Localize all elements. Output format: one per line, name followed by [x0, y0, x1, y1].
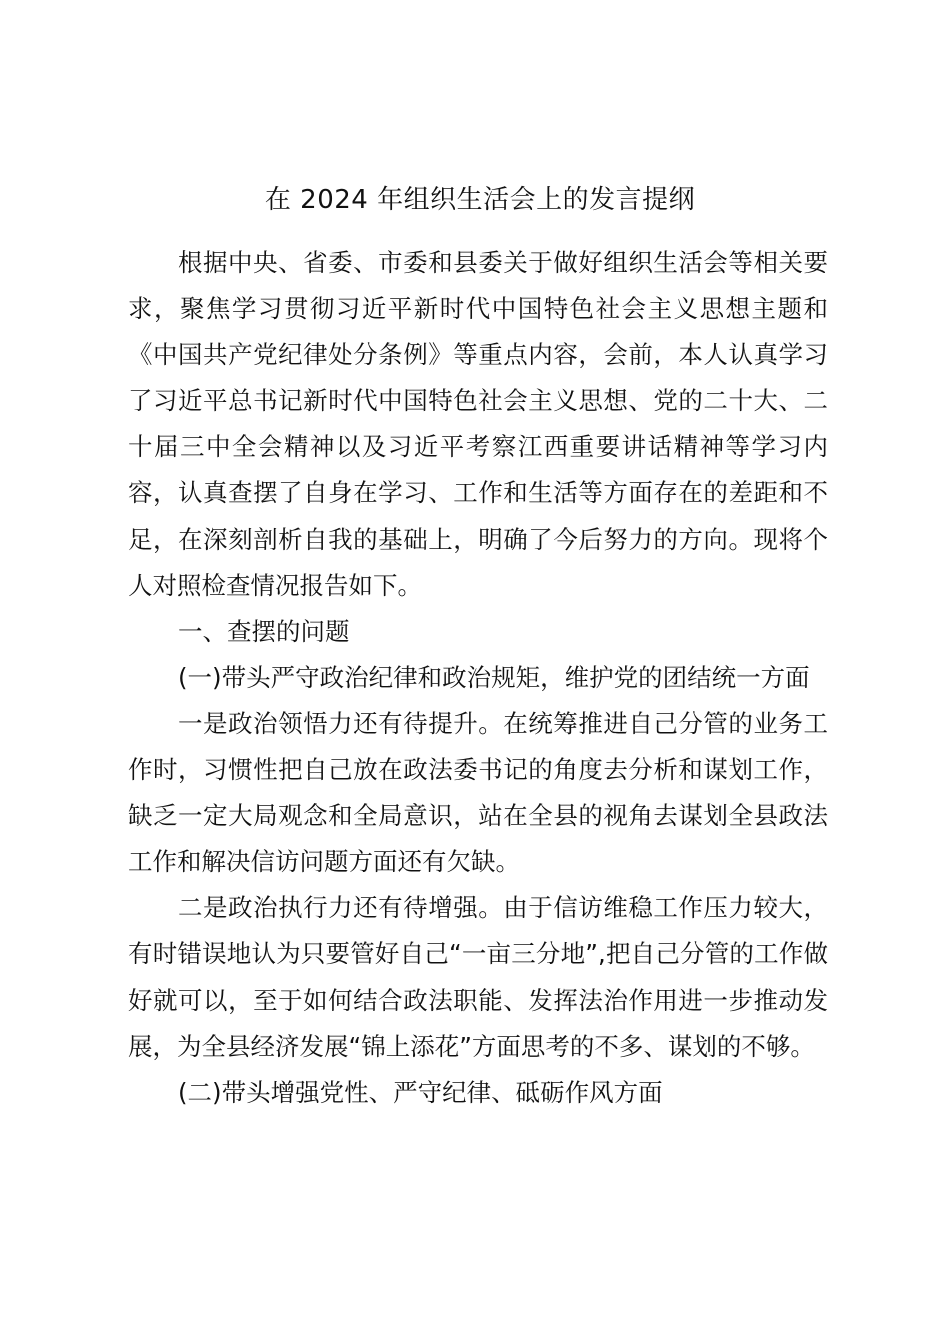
issue-paragraph-1: 一是政治领悟力还有待提升。在统筹推进自己分管的业务工作时，习惯性把自己放在政法委书记的角度去分析和谋划工作，缺乏一定大局观念和全局意识，站在全县的视角去谋划全县政法工作和解决信访问题方面还有欠缺。 [128, 708, 828, 877]
document-title: 在 2024 年组织生活会上的发言提纲 [264, 185, 696, 215]
subsection-heading-1: (一)带头严守政治纪律和政治规矩，维护党的团结统一方面 [178, 662, 810, 692]
subsection-heading-2: (二)带头增强党性、严守纪律、砥砺作风方面 [178, 1077, 663, 1107]
document-body [128, 240, 828, 1116]
issue-paragraph-2: 二是政治执行力还有待增强。由于信访维稳工作压力较大，有时错误地认为只要管好自己“一亩三分地”,把自己分管的工作做好就可以，至于如何结合政法职能、发挥法治作用进一步推动发展，为全县经济发展“锦上添花”方面思考的不多、谋划的不够。 [128, 893, 828, 1061]
section-heading-1: 一、查摆的问题 [178, 616, 350, 646]
intro-paragraph: 根据中央、省委、市委和县委关于做好组织生活会等相关要求，聚焦学习贯彻习近平新时代中国特色社会主义思想主题和《中国共产党纪律处分条例》等重点内容，会前，本人认真学习了习近平总书记新时代中国特色社会主义思想、党的二十大、二十届三中全会精神以及习近平考察江西重要讲话精神等学习内容，认真查摆了自身在学习、工作和生活等方面存在的差距和不足，在深刻剖析自我的基础上，明确了今后努力的方向。现将个人对照检查情况报告如下。 [128, 248, 828, 600]
